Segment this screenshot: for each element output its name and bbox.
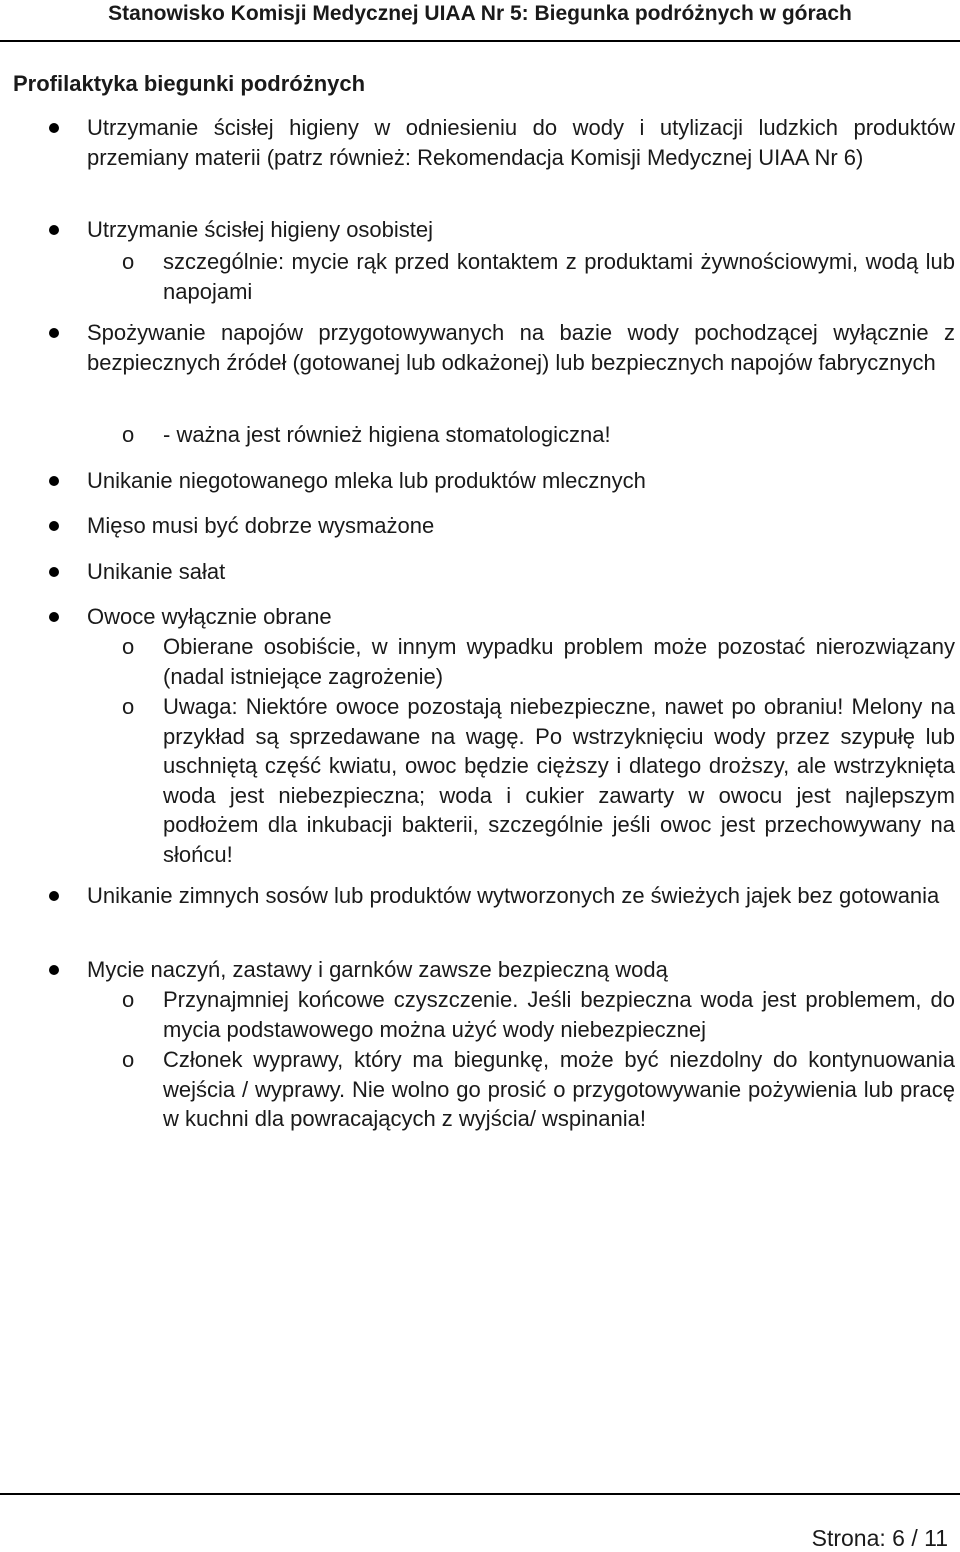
sub-item-text: Członek wyprawy, który ma biegunkę, może być niezdolny do kontynuowania wejścia / wyprawy. Nie wolno go prosić o przygotowywanie pożywienia lub pracę w kuchni dla powracających z wyjścia/ wspinania! (163, 1047, 955, 1131)
bullet-icon (49, 328, 59, 338)
document-title: Stanowisko Komisji Medycznej UIAA Nr 5: Biegunka podróżnych w górach (108, 2, 852, 25)
sub-bullet-icon: o (122, 249, 135, 274)
sub-item-text: - ważna jest również higiena stomatologiczna! (163, 422, 611, 447)
list-item-text: Utrzymanie ścisłej higieny osobistej (87, 217, 434, 242)
page-header (0, 0, 960, 42)
sub-bullet-icon: o (122, 1047, 135, 1072)
sub-item-text: Obierane osobiście, w innym wypadku problem może pozostać nierozwiązany (nadal istniejące zagrożenie) (163, 634, 955, 689)
bullet-icon (49, 965, 59, 975)
bullet-icon (49, 225, 59, 235)
sub-item-text: Przynajmniej końcowe czyszczenie. Jeśli bezpieczna woda jest problemem, do mycia podstawowego można użyć wody niebezpiecznej (163, 987, 955, 1042)
sub-bullet-icon: o (122, 634, 135, 659)
bullet-icon (49, 567, 59, 577)
bullet-icon (49, 612, 59, 622)
bullet-icon (49, 891, 59, 901)
sub-item-text: Uwaga: Niektóre owoce pozostają niebezpieczne, nawet po obraniu! Melony na przykład są sprzedawane na wagę. Po wstrzyknięciu wody przez szypułę lub uschniętą część kwiatu, owoc będzie cięższy i dlatego droższy, ale wstrzyknięta woda jest niebezpieczna; woda i cukier zawarty w owocu jest najlepszym podłożem dla inkubacji bakterii, szczególnie jeśli owoc jest przechowywany na słońcu! (163, 694, 955, 867)
list-item-text: Unikanie sałat (87, 559, 226, 584)
list-item-text: Unikanie zimnych sosów lub produktów wytworzonych ze świeżych jajek bez gotowania (87, 883, 940, 908)
list-item-text: Mięso musi być dobrze wysmażone (87, 513, 435, 538)
bullet-icon (49, 123, 59, 133)
sub-bullet-icon: o (122, 422, 135, 447)
list-item-text: Spożywanie napojów przygotowywanych na bazie wody pochodzącej wyłącznie z bezpiecznych źródeł (gotowanej lub odkażonej) lub bezpiecznych napojów fabrycznych (87, 320, 955, 375)
sub-bullet-icon: o (122, 987, 135, 1012)
list-item-text: Mycie naczyń, zastawy i garnków zawsze bezpieczną wodą (87, 957, 668, 982)
sub-item-text: szczególnie: mycie rąk przed kontaktem z produktami żywnościowymi, wodą lub napojami (163, 249, 955, 304)
bullet-icon (49, 521, 59, 531)
bullet-icon (49, 476, 59, 486)
sub-bullet-icon: o (122, 694, 135, 719)
list-item-text: Utrzymanie ścisłej higieny w odniesieniu do wody i utylizacji ludzkich produktów przemiany materii (patrz również: Rekomendacja Komisji Medycznej UIAA Nr 6) (87, 115, 955, 170)
section-title: Profilaktyka biegunki podróżnych (13, 71, 366, 96)
list-item-text: Owoce wyłącznie obrane (87, 604, 332, 629)
page-number: Strona: 6 / 11 (811, 1525, 948, 1551)
footer-divider (0, 1493, 960, 1495)
list-item-text: Unikanie niegotowanego mleka lub produktów mlecznych (87, 468, 646, 493)
